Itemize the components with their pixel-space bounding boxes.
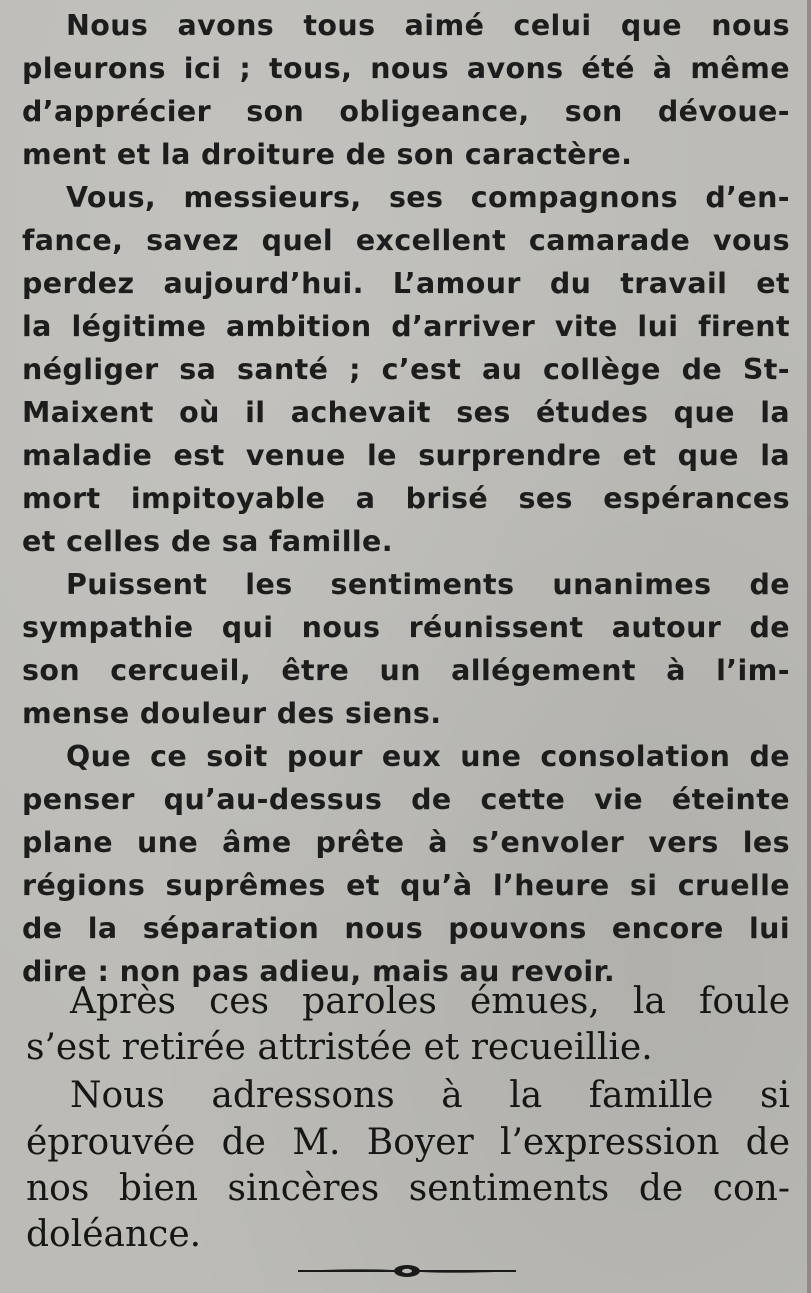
text-line: de la séparation nous pouvons encore lui (22, 912, 790, 945)
text-line: sympathie qui nous réunissent autour de (22, 611, 790, 644)
text-line: mort impitoyable a brisé ses espérances (22, 482, 790, 515)
text-line: Maixent où il achevait ses études que la (22, 396, 790, 429)
text-line: mense douleur des siens. (22, 697, 442, 730)
text-line: dire : non pas adieu, mais au revoir. (22, 955, 616, 988)
text-line: Puissent les sentiments unanimes de (66, 568, 790, 601)
text-line: Nous avons tous aimé celui que nous (66, 9, 790, 42)
text-line: fance, savez quel excellent camarade vous (22, 224, 790, 257)
text-line: plane une âme prête à s’envoler vers les (22, 826, 790, 859)
text-line: et celles de sa famille. (22, 525, 394, 558)
text-line: régions suprêmes et qu’à l’heure si cruelle (22, 869, 790, 902)
text-line: maladie est venue le surprendre et que la (22, 439, 790, 472)
text-line: Après ces paroles émues, la foule (70, 981, 790, 1022)
text-line: s’est retirée attristée et recueillie. (26, 1027, 653, 1068)
text-line: la légitime ambition d’arriver vite lui firent (22, 310, 790, 343)
column-edge (807, 0, 811, 1293)
text-line: perdez aujourd’hui. L’amour du travail et (22, 267, 790, 300)
text-line: doléance. (26, 1214, 202, 1255)
text-line: Vous, messieurs, ses compagnons d’en- (66, 181, 790, 214)
text-line: ment et la droiture de son caractère. (22, 138, 633, 171)
text-line: négliger sa santé ; c’est au collège de St- (22, 353, 790, 386)
text-line: son cercueil, être un allégement à l’im- (22, 654, 790, 687)
text-line: pleurons ici ; tous, nous avons été à même (22, 52, 790, 85)
text-line: nos bien sincères sentiments de con- (26, 1168, 790, 1209)
divider-ornament-icon (296, 1263, 518, 1279)
text-line: Que ce soit pour eux une consolation de (66, 740, 790, 773)
text-line: d’apprécier son obligeance, son dévoue- (22, 95, 790, 128)
text-line: Nous adressons à la famille si (70, 1075, 790, 1116)
text-line: penser qu’au-dessus de cette vie éteinte (22, 783, 790, 816)
text-line: éprouvée de M. Boyer l’expression de (26, 1122, 790, 1163)
